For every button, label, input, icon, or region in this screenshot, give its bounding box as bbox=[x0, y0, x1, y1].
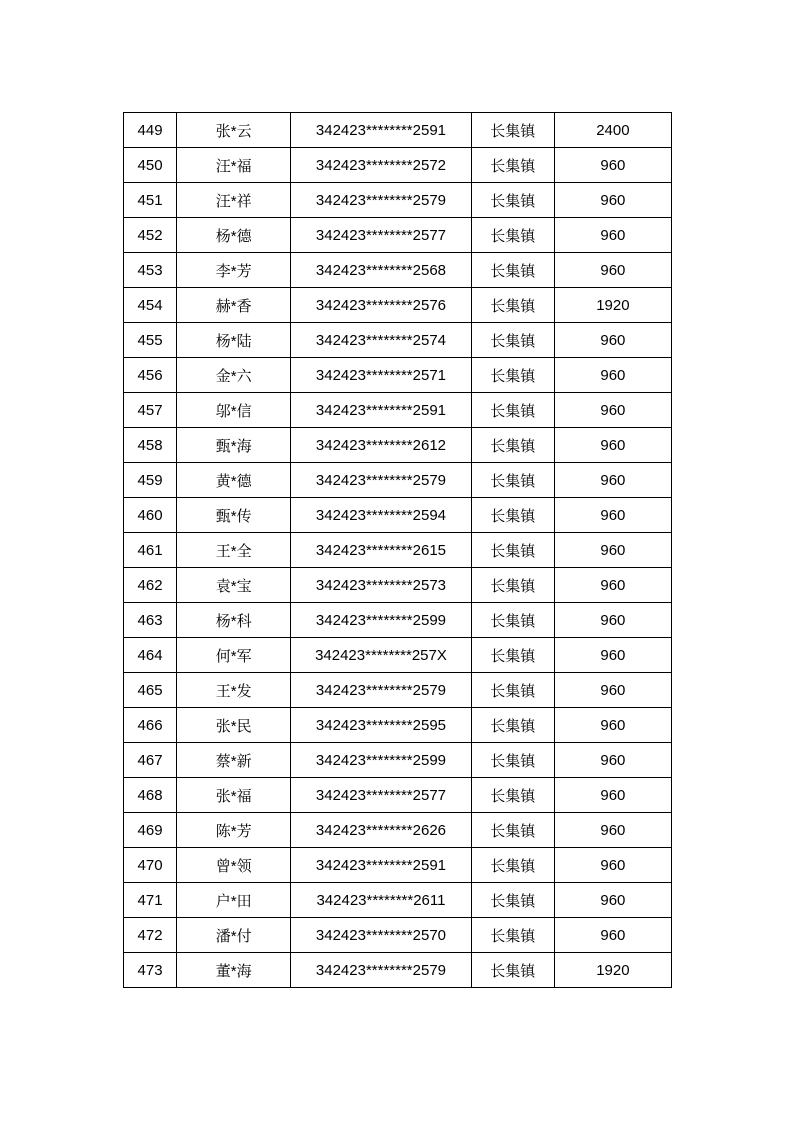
town-cell: 长集镇 bbox=[471, 953, 554, 988]
row-index-cell: 449 bbox=[124, 113, 177, 148]
id-number-cell: 342423********2591 bbox=[291, 393, 471, 428]
name-cell: 金*六 bbox=[177, 358, 291, 393]
row-index-cell: 465 bbox=[124, 673, 177, 708]
table-row bbox=[124, 358, 672, 393]
table-body bbox=[124, 113, 672, 988]
amount-cell: 960 bbox=[554, 638, 671, 673]
table-row bbox=[124, 113, 672, 148]
town-cell: 长集镇 bbox=[471, 883, 554, 918]
town-cell: 长集镇 bbox=[471, 288, 554, 323]
id-number-cell: 342423********2626 bbox=[291, 813, 471, 848]
table-row bbox=[124, 533, 672, 568]
id-number-cell: 342423********2591 bbox=[291, 113, 471, 148]
amount-cell: 960 bbox=[554, 498, 671, 533]
table-row bbox=[124, 603, 672, 638]
amount-cell: 1920 bbox=[554, 288, 671, 323]
id-number-cell: 342423********2599 bbox=[291, 603, 471, 638]
town-cell: 长集镇 bbox=[471, 673, 554, 708]
id-number-cell: 342423********2579 bbox=[291, 953, 471, 988]
table-row bbox=[124, 743, 672, 778]
id-number-cell: 342423********2568 bbox=[291, 253, 471, 288]
amount-cell: 960 bbox=[554, 428, 671, 463]
amount-cell: 960 bbox=[554, 533, 671, 568]
row-index-cell: 471 bbox=[124, 883, 177, 918]
name-cell: 杨*德 bbox=[177, 218, 291, 253]
name-cell: 蔡*新 bbox=[177, 743, 291, 778]
table-row bbox=[124, 883, 672, 918]
name-cell: 张*云 bbox=[177, 113, 291, 148]
name-cell: 陈*芳 bbox=[177, 813, 291, 848]
town-cell: 长集镇 bbox=[471, 918, 554, 953]
row-index-cell: 451 bbox=[124, 183, 177, 218]
amount-cell: 960 bbox=[554, 218, 671, 253]
town-cell: 长集镇 bbox=[471, 463, 554, 498]
id-number-cell: 342423********2599 bbox=[291, 743, 471, 778]
row-index-cell: 466 bbox=[124, 708, 177, 743]
id-number-cell: 342423********2591 bbox=[291, 848, 471, 883]
amount-cell: 960 bbox=[554, 568, 671, 603]
table-row bbox=[124, 848, 672, 883]
row-index-cell: 460 bbox=[124, 498, 177, 533]
row-index-cell: 457 bbox=[124, 393, 177, 428]
row-index-cell: 458 bbox=[124, 428, 177, 463]
id-number-cell: 342423********2579 bbox=[291, 183, 471, 218]
town-cell: 长集镇 bbox=[471, 708, 554, 743]
name-cell: 户*田 bbox=[177, 883, 291, 918]
id-number-cell: 342423********2572 bbox=[291, 148, 471, 183]
name-cell: 董*海 bbox=[177, 953, 291, 988]
amount-cell: 960 bbox=[554, 883, 671, 918]
id-number-cell: 342423********2595 bbox=[291, 708, 471, 743]
name-cell: 邬*信 bbox=[177, 393, 291, 428]
id-number-cell: 342423********2573 bbox=[291, 568, 471, 603]
table-row bbox=[124, 323, 672, 358]
table-row bbox=[124, 428, 672, 463]
table-row bbox=[124, 218, 672, 253]
name-cell: 王*发 bbox=[177, 673, 291, 708]
name-cell: 黄*德 bbox=[177, 463, 291, 498]
id-number-cell: 342423********2615 bbox=[291, 533, 471, 568]
name-cell: 杨*陆 bbox=[177, 323, 291, 358]
amount-cell: 960 bbox=[554, 183, 671, 218]
amount-cell: 960 bbox=[554, 358, 671, 393]
name-cell: 张*民 bbox=[177, 708, 291, 743]
name-cell: 赫*香 bbox=[177, 288, 291, 323]
id-number-cell: 342423********2594 bbox=[291, 498, 471, 533]
town-cell: 长集镇 bbox=[471, 498, 554, 533]
id-number-cell: 342423********2579 bbox=[291, 463, 471, 498]
amount-cell: 960 bbox=[554, 253, 671, 288]
town-cell: 长集镇 bbox=[471, 358, 554, 393]
amount-cell: 960 bbox=[554, 813, 671, 848]
id-number-cell: 342423********2570 bbox=[291, 918, 471, 953]
name-cell: 杨*科 bbox=[177, 603, 291, 638]
town-cell: 长集镇 bbox=[471, 393, 554, 428]
row-index-cell: 461 bbox=[124, 533, 177, 568]
name-cell: 潘*付 bbox=[177, 918, 291, 953]
row-index-cell: 463 bbox=[124, 603, 177, 638]
town-cell: 长集镇 bbox=[471, 428, 554, 463]
table-row bbox=[124, 708, 672, 743]
amount-cell: 960 bbox=[554, 673, 671, 708]
id-number-cell: 342423********2577 bbox=[291, 778, 471, 813]
town-cell: 长集镇 bbox=[471, 568, 554, 603]
amount-cell: 960 bbox=[554, 708, 671, 743]
amount-cell: 1920 bbox=[554, 953, 671, 988]
name-cell: 张*福 bbox=[177, 778, 291, 813]
town-cell: 长集镇 bbox=[471, 253, 554, 288]
id-number-cell: 342423********257X bbox=[291, 638, 471, 673]
amount-cell: 960 bbox=[554, 848, 671, 883]
row-index-cell: 455 bbox=[124, 323, 177, 358]
amount-cell: 960 bbox=[554, 323, 671, 358]
town-cell: 长集镇 bbox=[471, 778, 554, 813]
name-cell: 李*芳 bbox=[177, 253, 291, 288]
subsidy-list-table bbox=[123, 112, 672, 988]
row-index-cell: 462 bbox=[124, 568, 177, 603]
town-cell: 长集镇 bbox=[471, 813, 554, 848]
amount-cell: 960 bbox=[554, 603, 671, 638]
id-number-cell: 342423********2577 bbox=[291, 218, 471, 253]
row-index-cell: 468 bbox=[124, 778, 177, 813]
town-cell: 长集镇 bbox=[471, 113, 554, 148]
table-row bbox=[124, 148, 672, 183]
id-number-cell: 342423********2571 bbox=[291, 358, 471, 393]
table-row bbox=[124, 498, 672, 533]
town-cell: 长集镇 bbox=[471, 603, 554, 638]
row-index-cell: 470 bbox=[124, 848, 177, 883]
id-number-cell: 342423********2612 bbox=[291, 428, 471, 463]
amount-cell: 960 bbox=[554, 778, 671, 813]
row-index-cell: 472 bbox=[124, 918, 177, 953]
name-cell: 曾*领 bbox=[177, 848, 291, 883]
table-row bbox=[124, 813, 672, 848]
row-index-cell: 464 bbox=[124, 638, 177, 673]
row-index-cell: 467 bbox=[124, 743, 177, 778]
table-row bbox=[124, 568, 672, 603]
name-cell: 袁*宝 bbox=[177, 568, 291, 603]
amount-cell: 2400 bbox=[554, 113, 671, 148]
name-cell: 王*全 bbox=[177, 533, 291, 568]
row-index-cell: 473 bbox=[124, 953, 177, 988]
id-number-cell: 342423********2579 bbox=[291, 673, 471, 708]
amount-cell: 960 bbox=[554, 463, 671, 498]
row-index-cell: 469 bbox=[124, 813, 177, 848]
row-index-cell: 454 bbox=[124, 288, 177, 323]
table-row bbox=[124, 953, 672, 988]
name-cell: 甄*海 bbox=[177, 428, 291, 463]
name-cell: 甄*传 bbox=[177, 498, 291, 533]
row-index-cell: 452 bbox=[124, 218, 177, 253]
table-row bbox=[124, 463, 672, 498]
amount-cell: 960 bbox=[554, 148, 671, 183]
name-cell: 何*军 bbox=[177, 638, 291, 673]
town-cell: 长集镇 bbox=[471, 183, 554, 218]
row-index-cell: 450 bbox=[124, 148, 177, 183]
row-index-cell: 456 bbox=[124, 358, 177, 393]
id-number-cell: 342423********2574 bbox=[291, 323, 471, 358]
town-cell: 长集镇 bbox=[471, 218, 554, 253]
town-cell: 长集镇 bbox=[471, 638, 554, 673]
town-cell: 长集镇 bbox=[471, 323, 554, 358]
table-row bbox=[124, 288, 672, 323]
amount-cell: 960 bbox=[554, 918, 671, 953]
table-row bbox=[124, 393, 672, 428]
table-row bbox=[124, 778, 672, 813]
town-cell: 长集镇 bbox=[471, 743, 554, 778]
town-cell: 长集镇 bbox=[471, 148, 554, 183]
table-row bbox=[124, 253, 672, 288]
table-row bbox=[124, 638, 672, 673]
id-number-cell: 342423********2576 bbox=[291, 288, 471, 323]
row-index-cell: 459 bbox=[124, 463, 177, 498]
amount-cell: 960 bbox=[554, 393, 671, 428]
row-index-cell: 453 bbox=[124, 253, 177, 288]
amount-cell: 960 bbox=[554, 743, 671, 778]
table-row bbox=[124, 673, 672, 708]
id-number-cell: 342423********2611 bbox=[291, 883, 471, 918]
name-cell: 汪*福 bbox=[177, 148, 291, 183]
name-cell: 汪*祥 bbox=[177, 183, 291, 218]
town-cell: 长集镇 bbox=[471, 533, 554, 568]
table-row bbox=[124, 918, 672, 953]
town-cell: 长集镇 bbox=[471, 848, 554, 883]
table-row bbox=[124, 183, 672, 218]
